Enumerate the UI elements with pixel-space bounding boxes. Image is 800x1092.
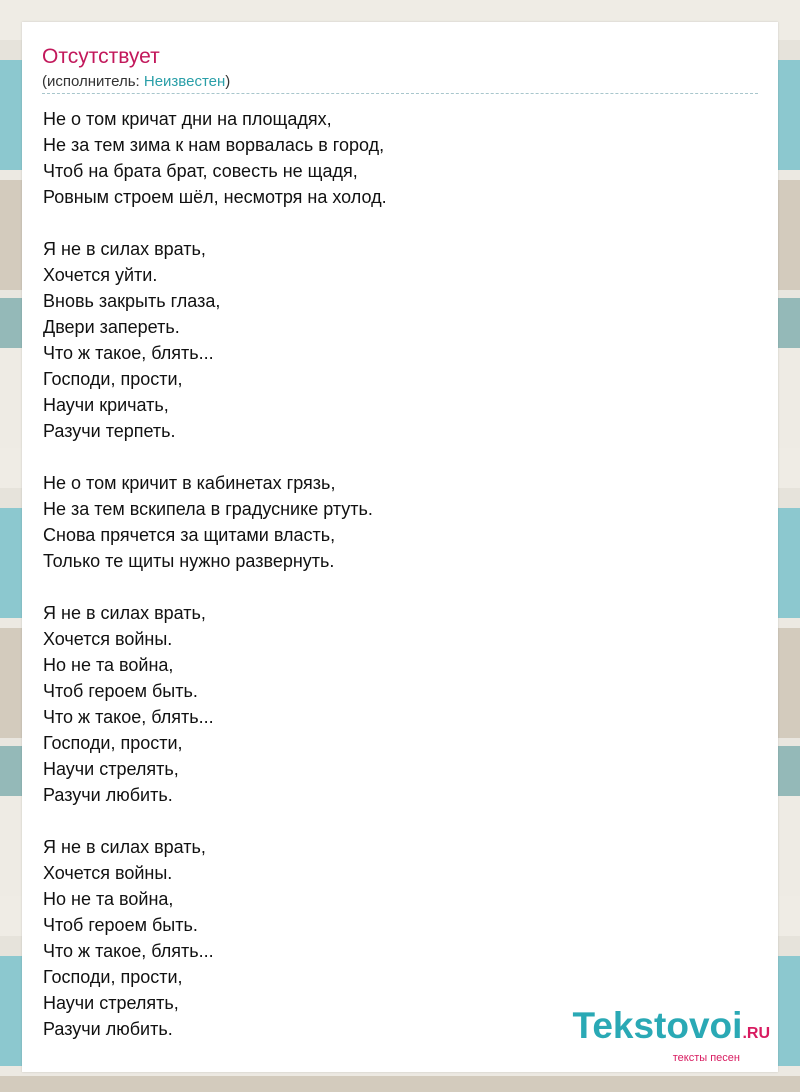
site-logo[interactable] xyxy=(572,1005,770,1064)
lyric-line: Научи стрелять, xyxy=(43,993,179,1013)
logo-name: Tekstovoi xyxy=(572,1005,743,1046)
lyric-line: Только те щиты нужно развернуть. xyxy=(43,551,335,571)
lyric-line: Но не та война, xyxy=(43,655,174,675)
lyric-line: Господи, прости, xyxy=(43,967,183,987)
lyric-line: Двери запереть. xyxy=(43,317,180,337)
lyric-line: Чтоб на брата брат, совесть не щадя, xyxy=(43,161,358,181)
stanza xyxy=(43,236,387,444)
artist-line xyxy=(42,73,230,91)
lyric-line: Разучи терпеть. xyxy=(43,421,176,441)
lyric-line: Но не та война, xyxy=(43,889,174,909)
logo-wordmark xyxy=(572,1005,770,1052)
logo-tld: .RU xyxy=(742,1025,770,1042)
lyrics-body xyxy=(43,106,387,1042)
lyric-line: Хочется уйти. xyxy=(43,265,158,285)
lyric-line: Господи, прости, xyxy=(43,733,183,753)
lyric-line: Что ж такое, блять... xyxy=(43,941,214,961)
lyric-line: Не о том кричит в кабинетах грязь, xyxy=(43,473,336,493)
lyric-line: Разучи любить. xyxy=(43,1019,173,1039)
artist-suffix: ) xyxy=(225,73,231,90)
lyric-line: Что ж такое, блять... xyxy=(43,343,214,363)
lyric-line: Разучи любить. xyxy=(43,785,173,805)
lyric-line: Чтоб героем быть. xyxy=(43,681,198,701)
lyric-line: Снова прячется за щитами власть, xyxy=(43,525,336,545)
lyric-line: Что ж такое, блять... xyxy=(43,707,214,727)
lyric-line: Я не в силах врать, xyxy=(43,837,206,857)
logo-tagline: тексты песен xyxy=(672,1052,740,1064)
stanza xyxy=(43,470,387,574)
lyric-line: Чтоб героем быть. xyxy=(43,915,198,935)
song-title: Отсутствует xyxy=(42,45,160,68)
artist-link[interactable]: Неизвестен xyxy=(143,73,226,90)
lyric-line: Не о том кричат дни на площадях, xyxy=(43,109,332,129)
lyric-line: Не за тем зима к нам ворвалась в город, xyxy=(43,135,385,155)
lyrics-card xyxy=(22,22,778,1072)
lyric-line: Хочется войны. xyxy=(43,863,173,883)
lyric-line: Научи стрелять, xyxy=(43,759,179,779)
stanza xyxy=(43,106,387,210)
lyric-line: Научи кричать, xyxy=(43,395,169,415)
stanza xyxy=(43,600,387,808)
lyric-line: Вновь закрыть глаза, xyxy=(43,291,221,311)
lyric-line: Хочется войны. xyxy=(43,629,173,649)
artist-prefix: (исполнитель: xyxy=(42,73,144,90)
lyric-line: Господи, прости, xyxy=(43,369,183,389)
divider xyxy=(42,93,758,94)
lyric-line: Не за тем вскипела в градуснике ртуть. xyxy=(43,499,373,519)
stanza xyxy=(43,834,387,1042)
lyric-line: Я не в силах врать, xyxy=(43,603,206,623)
lyric-line: Я не в силах врать, xyxy=(43,239,206,259)
lyric-line: Ровным строем шёл, несмотря на холод. xyxy=(43,187,387,207)
